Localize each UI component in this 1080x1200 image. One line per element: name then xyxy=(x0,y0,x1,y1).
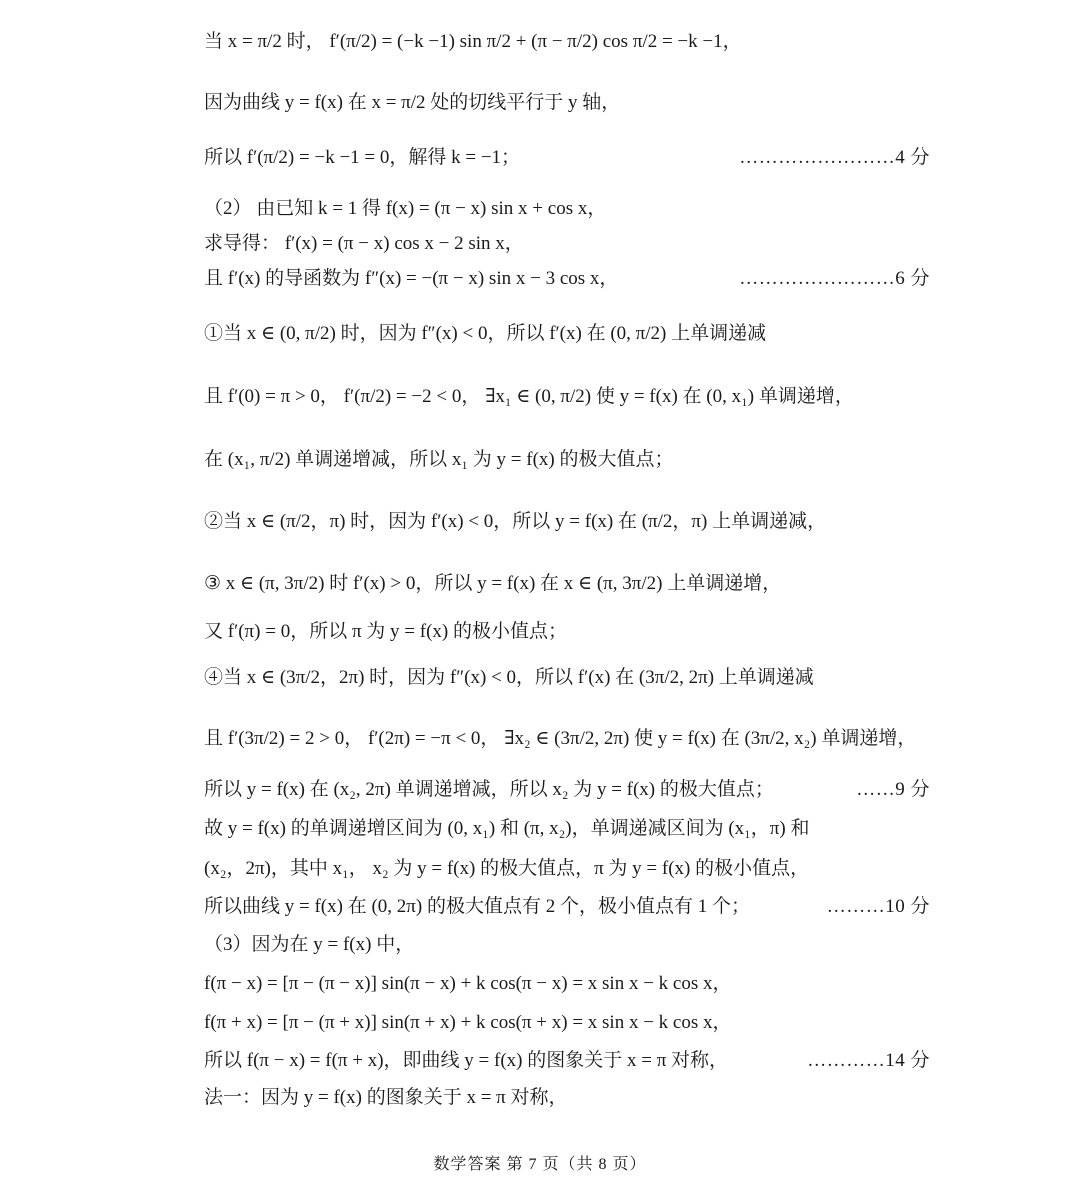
solution-line-3 xyxy=(204,145,930,171)
line-text: ③ x ∈ (π, 3π/2) 时 f′(x) > 0，所以 y = f(x) 在 x ∈ (π, 3π/2) 上单调递增， xyxy=(204,573,782,594)
line-text: 求导得： f′(x) = (π − x) cos x − 2 sin x， xyxy=(204,233,524,254)
line-text: 因为曲线 y = f(x) 在 x = π/2 处的切线平行于 y 轴， xyxy=(204,92,621,113)
line-text: 当 x = π/2 时， f′(π/2) = (−k −1) sin π/2 + (π − π/2) cos π/2 = −k −1， xyxy=(204,31,742,52)
line-text: 法一：因为 y = f(x) 的图象关于 x = π 对称， xyxy=(204,1087,568,1108)
page-footer: 数学答案 第 7 页（共 8 页） xyxy=(433,1156,647,1173)
solution-line-13 xyxy=(204,665,930,691)
line-text: 在 (x₁, π/2) 单调递增减，所以 x₁ 为 y = f(x) 的极大值点； xyxy=(204,449,674,470)
line-text: ②当 x ∈ (π/2，π) 时，因为 f′(x) < 0，所以 y = f(x) 在 (π/2，π) 上单调递减， xyxy=(204,511,827,532)
solution-line-10 xyxy=(204,509,930,535)
solution-line-22 xyxy=(204,1048,930,1074)
score-marker: ………10 分 xyxy=(826,896,930,917)
solution-line-16 xyxy=(204,816,930,842)
line-text: 且 f′(x) 的导函数为 f″(x) = −(π − x) sin x − 3 cos x， xyxy=(204,268,619,289)
line-text: 所以曲线 y = f(x) 在 (0, 2π) 的极大值点有 2 个，极小值点有 1 个； xyxy=(204,896,750,917)
solution-line-18 xyxy=(204,894,930,920)
solution-line-8 xyxy=(204,384,930,410)
solution-line-12 xyxy=(204,619,930,645)
score-marker: ……………………4 分 xyxy=(739,147,930,168)
line-text: （2） 由已知 k = 1 得 f(x) = (π − x) sin x + cos x， xyxy=(204,198,607,219)
line-text: f(π + x) = [π − (π + x)] sin(π + x) + k cos(π + x) = x sin x − k cos x， xyxy=(204,1012,732,1033)
solution-line-1 xyxy=(204,29,930,55)
solution-line-2 xyxy=(204,90,930,116)
solution-line-15 xyxy=(204,777,930,803)
line-text: 又 f′(π) = 0，所以 π 为 y = f(x) 的极小值点； xyxy=(204,621,567,642)
line-text: 且 f′(3π/2) = 2 > 0， f′(2π) = −π < 0， ∃x₂ ∈ (3π/2, 2π) 使 y = f(x) 在 (3π/2, x₂) 单调递增， xyxy=(204,728,917,749)
solution-line-14 xyxy=(204,726,930,752)
line-text: 所以 y = f(x) 在 (x₂, 2π) 单调递增减，所以 x₂ 为 y = f(x) 的极大值点； xyxy=(204,779,774,800)
line-text: (x₂，2π)，其中 x₁， x₂ 为 y = f(x) 的极大值点，π 为 y = f(x) 的极小值点， xyxy=(204,858,810,879)
line-text: 故 y = f(x) 的单调递增区间为 (0, x₁) 和 (π, x₂)，单调递减区间为 (x₁，π) 和 xyxy=(204,818,810,839)
score-marker: …………14 分 xyxy=(807,1050,930,1071)
line-text: 且 f′(0) = π > 0， f′(π/2) = −2 < 0， ∃x₁ ∈ (0, π/2) 使 y = f(x) 在 (0, x₁) 单调递增， xyxy=(204,386,854,407)
solution-line-11 xyxy=(204,571,930,597)
solution-line-9 xyxy=(204,447,930,473)
solution-line-7 xyxy=(204,321,930,347)
line-text: 所以 f(π − x) = f(π + x)，即曲线 y = f(x) 的图象关于 x = π 对称， xyxy=(204,1050,729,1071)
score-marker: ……9 分 xyxy=(856,779,930,800)
line-text: ④当 x ∈ (3π/2，2π) 时，因为 f″(x) < 0，所以 f′(x) 在 (3π/2, 2π) 上单调递减 xyxy=(204,667,814,688)
line-text: 所以 f′(π/2) = −k −1 = 0，解得 k = −1； xyxy=(204,147,521,168)
line-text: f(π − x) = [π − (π − x)] sin(π − x) + k cos(π − x) = x sin x − k cos x， xyxy=(204,973,732,994)
solution-line-6 xyxy=(204,266,930,292)
solution-line-21 xyxy=(204,1010,930,1036)
solution-line-20 xyxy=(204,971,930,997)
score-marker: ……………………6 分 xyxy=(739,268,930,289)
solution-line-5 xyxy=(204,231,930,257)
line-text: （3）因为在 y = f(x) 中， xyxy=(204,934,415,955)
solution-line-17 xyxy=(204,856,930,882)
solution-line-19 xyxy=(204,932,930,958)
line-text: ①当 x ∈ (0, π/2) 时，因为 f″(x) < 0，所以 f′(x) 在 (0, π/2) 上单调递减 xyxy=(204,323,767,344)
solution-line-23 xyxy=(204,1085,930,1111)
solution-line-4 xyxy=(204,196,930,222)
